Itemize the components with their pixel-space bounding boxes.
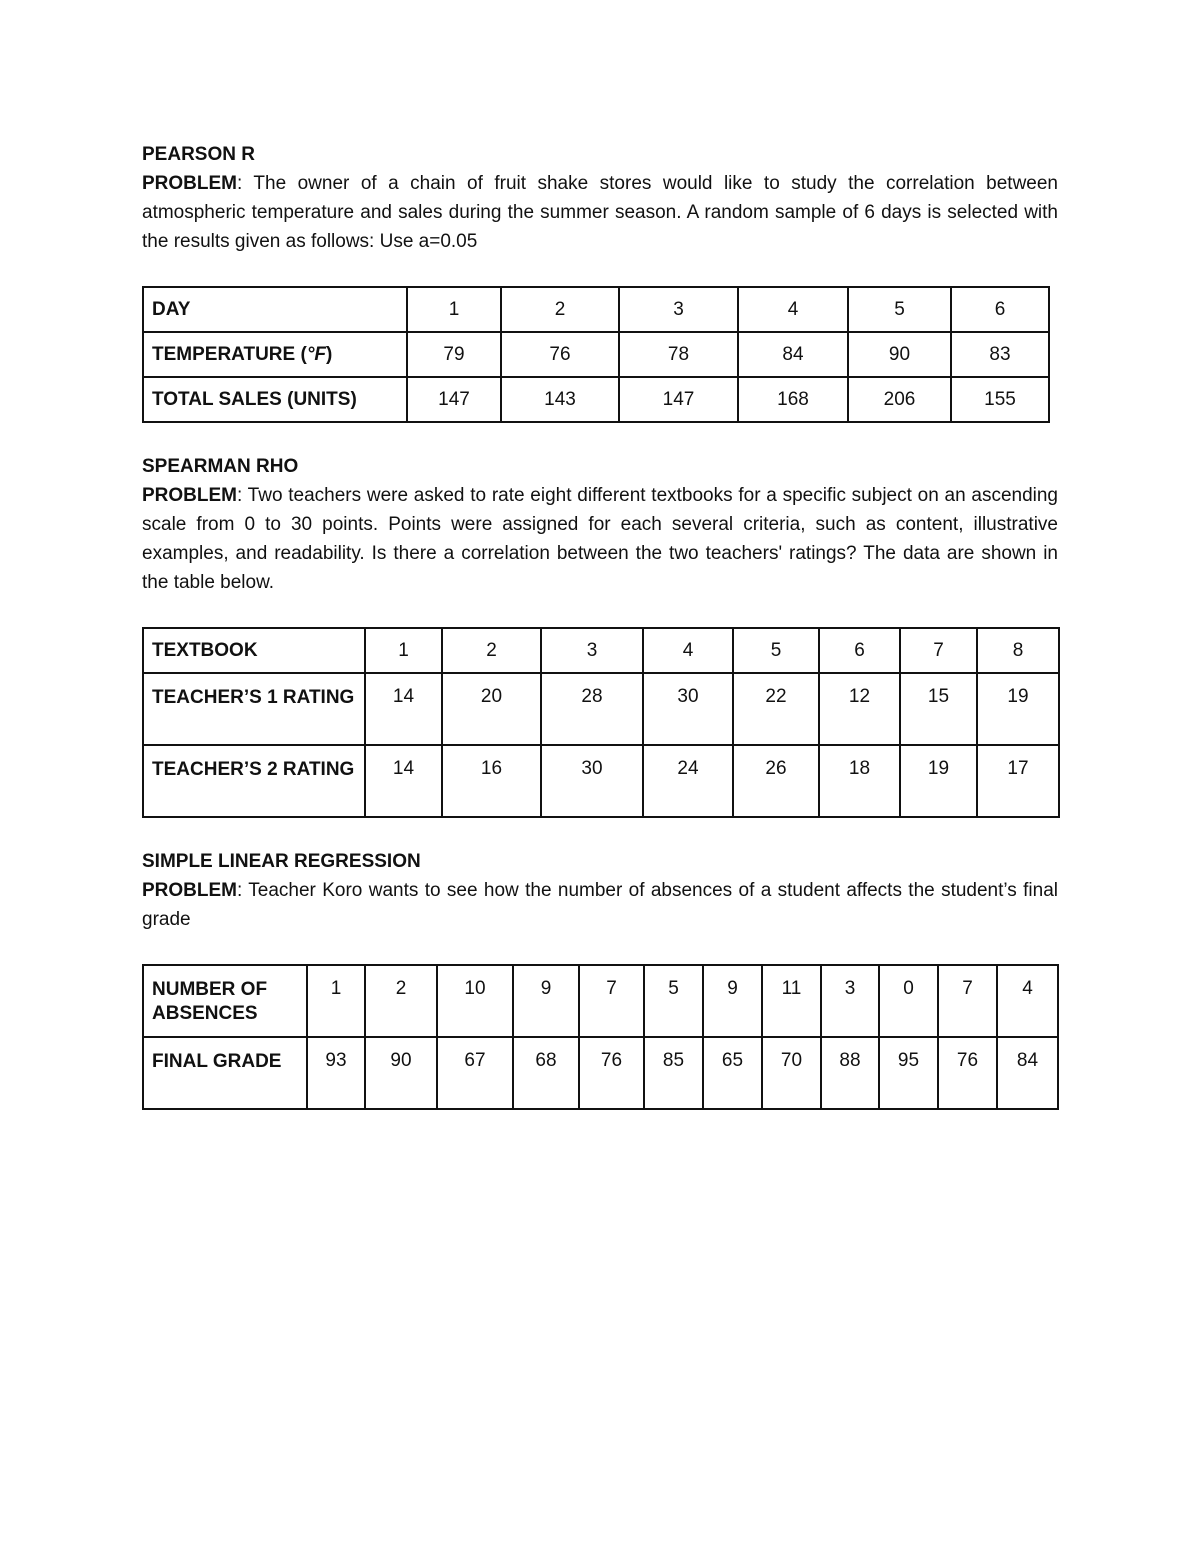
table-row bbox=[143, 377, 1049, 422]
table-cell: 84 bbox=[738, 332, 848, 377]
table-cell: 8 bbox=[977, 628, 1059, 673]
table-cell: 12 bbox=[819, 673, 900, 745]
problem-lead: PROBLEM bbox=[142, 173, 237, 194]
table-cell: 5 bbox=[733, 628, 819, 673]
table-cell: 155 bbox=[951, 377, 1049, 422]
table-cell: 19 bbox=[977, 673, 1059, 745]
table-cell: 83 bbox=[951, 332, 1049, 377]
problem-text: : Teacher Koro wants to see how the number of absences of a student affects the student’s final grade bbox=[142, 880, 1058, 930]
spearman-section bbox=[142, 452, 1058, 818]
table-cell: 14 bbox=[365, 673, 442, 745]
table-cell: 15 bbox=[900, 673, 977, 745]
table-cell: 70 bbox=[762, 1037, 821, 1109]
problem-statement bbox=[142, 169, 1058, 256]
problem-lead: PROBLEM bbox=[142, 485, 237, 506]
table-cell: 30 bbox=[643, 673, 733, 745]
table-row bbox=[143, 628, 1059, 673]
table-cell: 143 bbox=[501, 377, 619, 422]
table-cell: 11 bbox=[762, 965, 821, 1037]
table-cell: 2 bbox=[365, 965, 437, 1037]
table-cell: 5 bbox=[644, 965, 703, 1037]
regression-section bbox=[142, 847, 1058, 1110]
table-cell: 67 bbox=[437, 1037, 513, 1109]
row-header: TEACHER’S 1 RATING bbox=[143, 673, 365, 745]
row-header: TEXTBOOK bbox=[143, 628, 365, 673]
section-title: PEARSON R bbox=[142, 144, 255, 165]
regression-table bbox=[142, 964, 1059, 1110]
table-row bbox=[143, 1037, 1058, 1109]
pearson-section bbox=[142, 140, 1058, 423]
table-cell: 7 bbox=[938, 965, 997, 1037]
table-cell: 85 bbox=[644, 1037, 703, 1109]
table-cell: 2 bbox=[501, 287, 619, 332]
table-cell: 88 bbox=[821, 1037, 879, 1109]
table-cell: 90 bbox=[848, 332, 951, 377]
table-cell: 76 bbox=[938, 1037, 997, 1109]
table-cell: 3 bbox=[541, 628, 643, 673]
problem-text: : Two teachers were asked to rate eight different textbooks for a specific subject on an ascending scale from 0 to 30 points. Points were assigned for each several criteria, such as content, illustrative examples, and readability. Is there a correlation between the two teachers' ratings? The data are shown in the table below. bbox=[142, 485, 1058, 593]
table-cell: 7 bbox=[900, 628, 977, 673]
row-header-prefix: TEMPERATURE ( bbox=[152, 343, 307, 365]
table-cell: 6 bbox=[951, 287, 1049, 332]
table-cell: 0 bbox=[879, 965, 938, 1037]
table-row bbox=[143, 745, 1059, 817]
problem-statement bbox=[142, 481, 1058, 597]
table-cell: 26 bbox=[733, 745, 819, 817]
table-cell: 4 bbox=[738, 287, 848, 332]
table-cell: 3 bbox=[821, 965, 879, 1037]
row-header: DAY bbox=[143, 287, 407, 332]
table-cell: 79 bbox=[407, 332, 501, 377]
table-cell: 5 bbox=[848, 287, 951, 332]
section-title: SPEARMAN RHO bbox=[142, 456, 299, 477]
row-header: FINAL GRADE bbox=[143, 1037, 307, 1109]
table-cell: 9 bbox=[513, 965, 579, 1037]
table-cell: 4 bbox=[997, 965, 1058, 1037]
table-cell: 65 bbox=[703, 1037, 762, 1109]
table-cell: 17 bbox=[977, 745, 1059, 817]
table-cell: 30 bbox=[541, 745, 643, 817]
table-row bbox=[143, 673, 1059, 745]
table-cell: 2 bbox=[442, 628, 541, 673]
table-cell: 20 bbox=[442, 673, 541, 745]
row-header-unit: °F bbox=[306, 343, 327, 365]
table-row bbox=[143, 965, 1058, 1037]
table-cell: 147 bbox=[407, 377, 501, 422]
table-row bbox=[143, 287, 1049, 332]
table-cell: 28 bbox=[541, 673, 643, 745]
table-cell: 24 bbox=[643, 745, 733, 817]
spearman-table bbox=[142, 627, 1060, 818]
table-cell: 93 bbox=[307, 1037, 365, 1109]
pearson-table bbox=[142, 286, 1050, 423]
table-cell: 90 bbox=[365, 1037, 437, 1109]
section-title: SIMPLE LINEAR REGRESSION bbox=[142, 851, 421, 872]
table-cell: 95 bbox=[879, 1037, 938, 1109]
problem-statement bbox=[142, 876, 1058, 934]
row-header: TEACHER’S 2 RATING bbox=[143, 745, 365, 817]
table-cell: 6 bbox=[819, 628, 900, 673]
table-cell: 16 bbox=[442, 745, 541, 817]
table-cell: 7 bbox=[579, 965, 644, 1037]
table-cell: 147 bbox=[619, 377, 738, 422]
problem-lead: PROBLEM bbox=[142, 880, 237, 901]
table-cell: 84 bbox=[997, 1037, 1058, 1109]
table-cell: 168 bbox=[738, 377, 848, 422]
document-page bbox=[142, 140, 1058, 1110]
table-cell: 14 bbox=[365, 745, 442, 817]
table-cell: 78 bbox=[619, 332, 738, 377]
row-header-suffix: ) bbox=[326, 343, 333, 365]
table-cell: 4 bbox=[643, 628, 733, 673]
table-cell: 1 bbox=[307, 965, 365, 1037]
table-cell: 206 bbox=[848, 377, 951, 422]
table-cell: 76 bbox=[501, 332, 619, 377]
table-cell: 22 bbox=[733, 673, 819, 745]
table-cell: 10 bbox=[437, 965, 513, 1037]
table-cell: 76 bbox=[579, 1037, 644, 1109]
row-header bbox=[143, 332, 407, 377]
problem-text: : The owner of a chain of fruit shake stores would like to study the correlation between atmospheric temperature and sales during the summer season. A random sample of 6 days is selected with the results given as follows: Use a=0.05 bbox=[142, 173, 1058, 252]
row-header: TOTAL SALES (UNITS) bbox=[143, 377, 407, 422]
table-cell: 3 bbox=[619, 287, 738, 332]
table-cell: 1 bbox=[365, 628, 442, 673]
table-row bbox=[143, 332, 1049, 377]
table-cell: 9 bbox=[703, 965, 762, 1037]
table-cell: 1 bbox=[407, 287, 501, 332]
table-cell: 68 bbox=[513, 1037, 579, 1109]
table-cell: 19 bbox=[900, 745, 977, 817]
table-cell: 18 bbox=[819, 745, 900, 817]
row-header: NUMBER OF ABSENCES bbox=[143, 965, 307, 1037]
